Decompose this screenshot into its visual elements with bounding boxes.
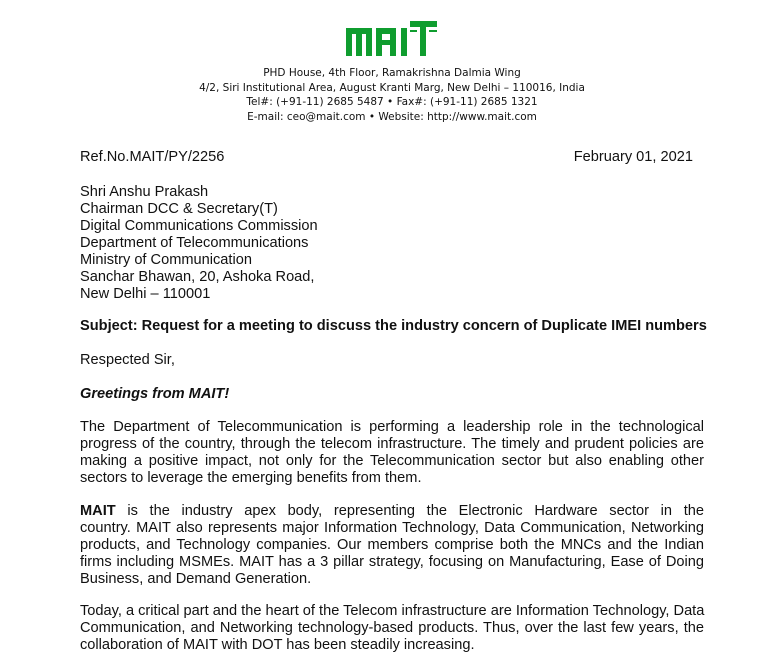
paragraph-line: collaboration of MAIT with DOT has been steadily increasing. [80,637,475,653]
letterhead-line: PHD House, 4th Floor, Ramakrishna Dalmia Wing [263,67,521,79]
mait-bold-lead: MAIT [80,503,116,519]
paragraph-collaboration [80,603,704,654]
paragraph-line: sectors to leverage the emerging benefits from them. [80,470,422,486]
subject-line: Subject: Request for a meeting to discuss the industry concern of Duplicate IMEI numbers [80,318,707,334]
recipient-line: Ministry of Communication [80,252,252,268]
paragraph-line: Business, and Demand Generation. [80,571,312,587]
recipient-line: Digital Communications Commission [80,218,318,234]
greeting: Greetings from MAIT! [80,386,230,402]
paragraph-line: Communication, and Networking technology-based products. Thus, over the last few years, the [80,620,704,636]
letterhead-line: E-mail: ceo@mait.com • Website: http://www.mait.com [247,110,537,123]
letterhead-line: Tel#: (+91-11) 2685 5487 • Fax#: (+91-11) 2685 1321 [246,96,538,109]
paragraph-line: country. MAIT also represents major Information Technology, Data Communication, Networking [80,520,704,536]
recipient-line: Sanchar Bhawan, 20, Ashoka Road, [80,269,315,285]
letter-date: February 01, 2021 [573,149,693,165]
letterhead-line: 4/2, Siri Institutional Area, August Kranti Marg, New Delhi – 110016, India [199,81,585,94]
mait-logo [346,20,438,58]
paragraph-about-mait [80,503,704,588]
paragraph-line [80,503,704,520]
recipient-line: New Delhi – 110001 [80,286,211,302]
paragraph-line: Today, a critical part and the heart of the Telecom infrastructure are Information Technology, Data [80,603,705,619]
paragraph-line: The Department of Telecommunication is performing a leadership role in the technological [80,419,704,435]
paragraph-line-rest: is the industry apex body, representing the Electronic Hardware sector in the [115,503,704,519]
reference-number: Ref.No.MAIT/PY/2256 [80,149,225,165]
salutation: Respected Sir, [80,352,175,368]
recipient-line: Chairman DCC & Secretary(T) [80,201,278,217]
letterhead-address [150,66,634,124]
paragraph-telecom-department [80,419,704,487]
recipient-address [80,184,318,303]
paragraph-line: making a positive impact, not only for the Telecommunication sector but also enabling other [80,453,704,469]
recipient-line: Department of Telecommunications [80,235,309,251]
paragraph-line: progress of the country, through the telecom infrastructure. The timely and prudent policies are [80,436,704,452]
recipient-line: Shri Anshu Prakash [80,184,209,200]
paragraph-line: products, and Technology companies. Our members comprise both the MNCs and the Indian [80,537,704,553]
paragraph-line: firms including MSMEs. MAIT has a 3 pillar strategy, focusing on Manufacturing, Ease of Doing [80,554,704,570]
